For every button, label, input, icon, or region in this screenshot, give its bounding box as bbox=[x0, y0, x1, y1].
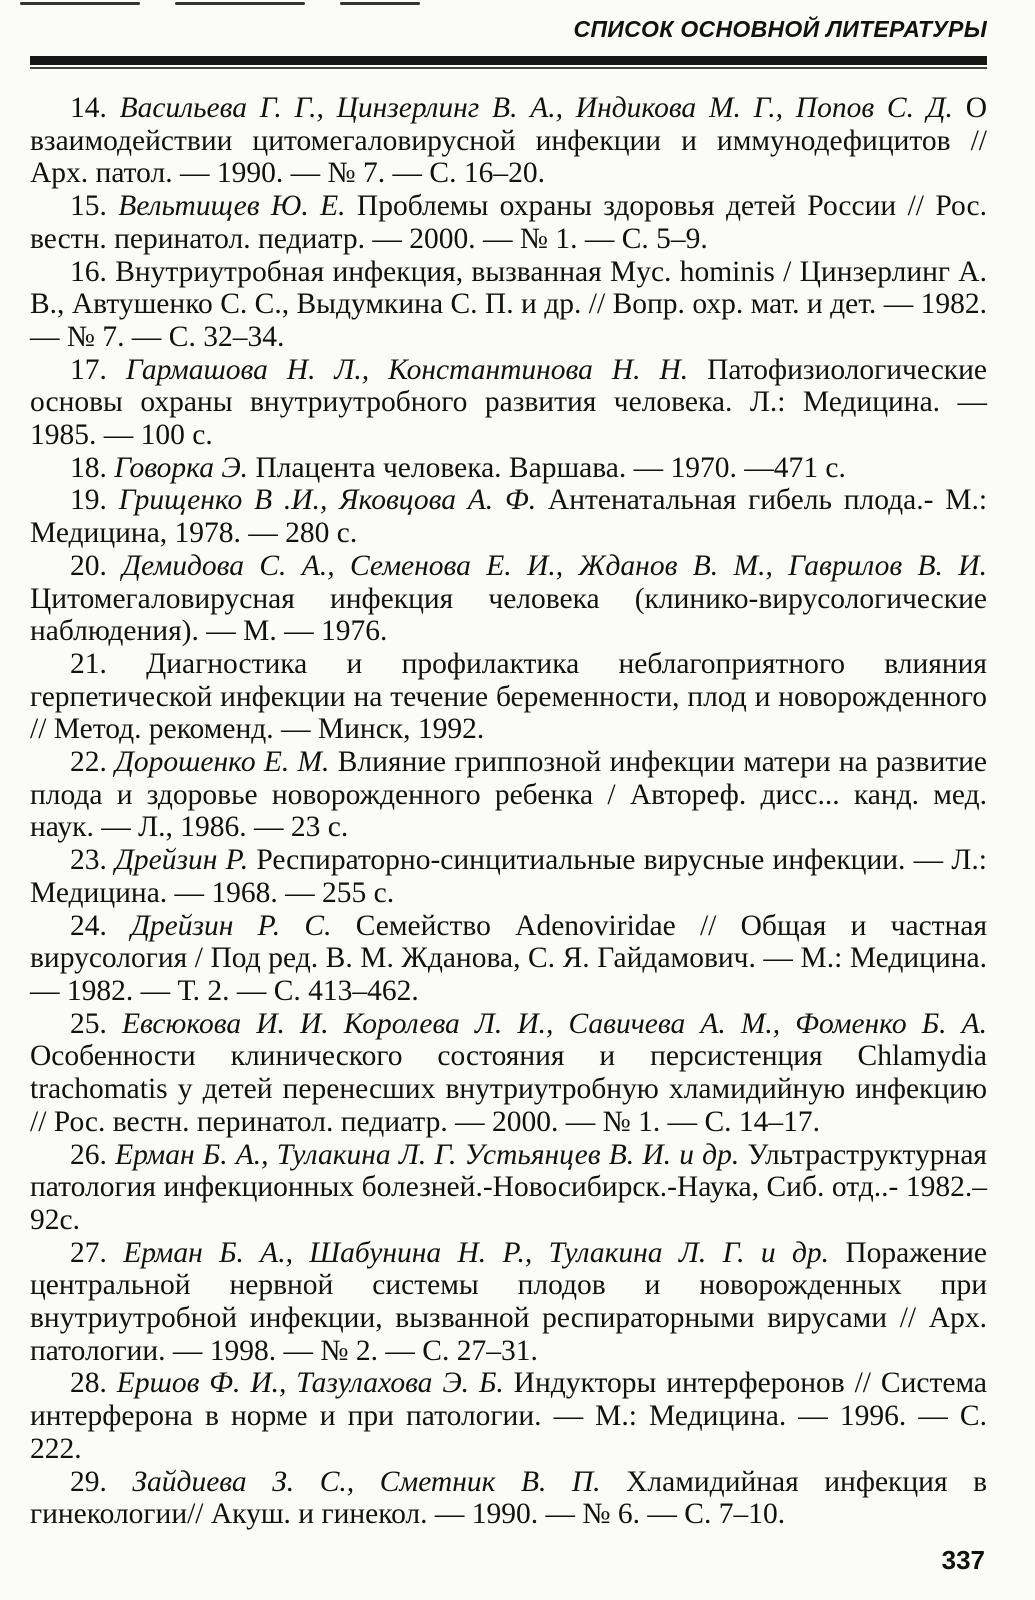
reference-number: 15. bbox=[70, 190, 107, 223]
reference-authors: Вельтищев Ю. Е. bbox=[118, 190, 346, 223]
reference-text: Антенатальная гибель плода.- М.: Медицина, 1978. — 280 с. bbox=[30, 484, 988, 550]
reference-entry bbox=[30, 256, 987, 354]
reference-text: О взаимодействии цитомегаловирусной инфекции и иммунодефицитов // Арх. патол. — 1990. — № 7. — С. 16–20. bbox=[30, 92, 987, 190]
reference-entry bbox=[30, 844, 987, 909]
reference-list bbox=[30, 92, 987, 1531]
reference-text: Проблемы охраны здоровья детей России // Рос. вестн. перинатол. педиатр. — 2000. — № 1. — С. 5–9. bbox=[30, 190, 987, 255]
reference-entry bbox=[30, 1466, 987, 1531]
reference-text: Респираторно-синцитиальные вирусные инфекции. — Л.: Медицина. — 1968. — 255 с. bbox=[30, 844, 987, 909]
reference-authors: Васильева Г. Г., Цинзерлинг В. А., Индикова М. Г., Попов С. Д. bbox=[119, 92, 953, 124]
reference-authors: Дрейзин Р. С. bbox=[131, 909, 332, 942]
reference-text: Влияние гриппозной инфекции матери на развитие плода и здоровье новорожденного ребенка / Автореф. дисс... канд. мед. наук. — Л., 1986. — 23 с. bbox=[30, 746, 987, 844]
reference-authors: Ершов Ф. И., Тазулахова Э. Б. bbox=[116, 1367, 504, 1400]
page-number: 337 bbox=[941, 1545, 985, 1575]
reference-entry bbox=[30, 1008, 987, 1139]
reference-entry bbox=[30, 910, 987, 1008]
reference-entry bbox=[30, 452, 987, 485]
reference-number: 23. bbox=[70, 844, 107, 877]
reference-number: 28. bbox=[70, 1367, 107, 1400]
reference-authors: Говорка Э. bbox=[114, 451, 249, 484]
reference-authors: Демидова С. А., Семенова Е. И., Жданов В. М., Гаврилов В. И. bbox=[122, 549, 987, 582]
reference-entry bbox=[30, 1367, 987, 1465]
running-title: СПИСОК ОСНОВНОЙ ЛИТЕРАТУРЫ bbox=[573, 16, 987, 42]
reference-entry bbox=[30, 1139, 987, 1237]
reference-number: 24. bbox=[70, 909, 107, 942]
reference-number: 29. bbox=[70, 1465, 107, 1498]
reference-entry bbox=[30, 92, 987, 190]
reference-authors: Дрейзин Р. bbox=[115, 844, 249, 877]
reference-entry bbox=[30, 190, 987, 255]
reference-text: Индукторы интерферонов // Система интерферона в норме и при патологии. — М.: Медицина. — 1996. — С. 222. bbox=[30, 1367, 987, 1465]
reference-number: 22. bbox=[70, 746, 107, 779]
header-rule-thin bbox=[30, 67, 987, 69]
reference-text: Плацента человека. Варшава. — 1970. —471 с. bbox=[255, 451, 846, 484]
reference-authors: Зайдиева З. С., Сметник В. П. bbox=[132, 1465, 601, 1498]
reference-authors: Ерман Б. А., Тулакина Л. Г. Устьянцев В. И. и др. bbox=[115, 1138, 740, 1171]
top-scan-marks bbox=[0, 0, 1035, 10]
reference-authors: Грищенко В .И., Яковцова А. Ф. bbox=[118, 484, 537, 517]
reference-entry bbox=[30, 746, 987, 844]
reference-entry bbox=[30, 484, 987, 549]
reference-number: 19. bbox=[70, 484, 107, 517]
reference-text: Поражение центральной нервной системы плодов и новорожденных при внутриутробной инфекции, вызванной респираторными вирусами // Арх. патологии. — 1998. — № 2. — С. 27–31. bbox=[30, 1236, 987, 1367]
reference-number: 14. bbox=[70, 92, 107, 124]
reference-entry bbox=[30, 648, 987, 746]
reference-authors: Евсюкова И. И. Королева Л. И., Савичева А. М., Фоменко Б. А. bbox=[121, 1007, 987, 1040]
reference-number: 17. bbox=[70, 353, 107, 386]
header-rule bbox=[30, 56, 987, 65]
reference-number: 18. bbox=[70, 451, 107, 484]
reference-text: Семейство Adenoviridae // Общая и частная вирусология / Под ред. В. М. Жданова, С. Я. Гайдамович. — М.: Медицина. — 1982. — Т. 2. — С. 413–462. bbox=[30, 909, 988, 1007]
reference-authors: Гармашова Н. Л., Константинова Н. Н. bbox=[125, 353, 689, 386]
reference-number: 27. bbox=[70, 1236, 107, 1269]
reference-text: Диагностика и профилактика неблагоприятного влияния герпетической инфекции на течение беременности, плод и новорожденного // Метод. рекоменд. — Минск, 1992. bbox=[30, 647, 987, 746]
reference-number: 25. bbox=[70, 1007, 107, 1040]
reference-text: Цитомегаловирусная инфекция человека (клинико-вирусологические наблюдения). — М. — 1976. bbox=[30, 582, 987, 648]
reference-authors: Дорошенко Е. М. bbox=[115, 746, 330, 779]
reference-entry bbox=[30, 354, 987, 452]
reference-number: 16. bbox=[70, 255, 107, 288]
reference-entry bbox=[30, 550, 987, 648]
reference-number: 20. bbox=[70, 549, 107, 582]
reference-number: 21. bbox=[70, 647, 107, 680]
reference-text: Особенности клинического состояния и персистенция Chlamydia trachomatis у детей перенесших внутриутробную хламидийную инфекцию // Рос. вестн. перинатол. педиатр. — 2000. — № 1. — С. 14–17. bbox=[30, 1040, 987, 1138]
reference-text: Внутриутробная инфекция, вызванная Myc. hominis / Цинзерлинг А. В., Автушенко С. С., Выдумкина С. П. и др. // Вопр. охр. мат. и дет. — 1982. — № 7. — С. 32–34. bbox=[30, 255, 987, 353]
reference-authors: Ерман Б. А., Шабунина Н. Р., Тулакина Л. Г. и др. bbox=[123, 1236, 829, 1269]
reference-text: Ультраструктурная патология инфекционных болезней.-Новосибирск.-Наука, Сиб. отд..- 1982.–92с. bbox=[30, 1138, 987, 1236]
reference-entry bbox=[30, 1237, 987, 1368]
reference-text: Патофизиологические основы охраны внутриутробного развития человека. Л.: Медицина. — 1985. — 100 с. bbox=[30, 353, 988, 452]
reference-number: 26. bbox=[70, 1138, 107, 1171]
reference-text: Хламидийная инфекция в гинекологии// Акуш. и гинекол. — 1990. — № 6. — С. 7–10. bbox=[30, 1465, 987, 1531]
